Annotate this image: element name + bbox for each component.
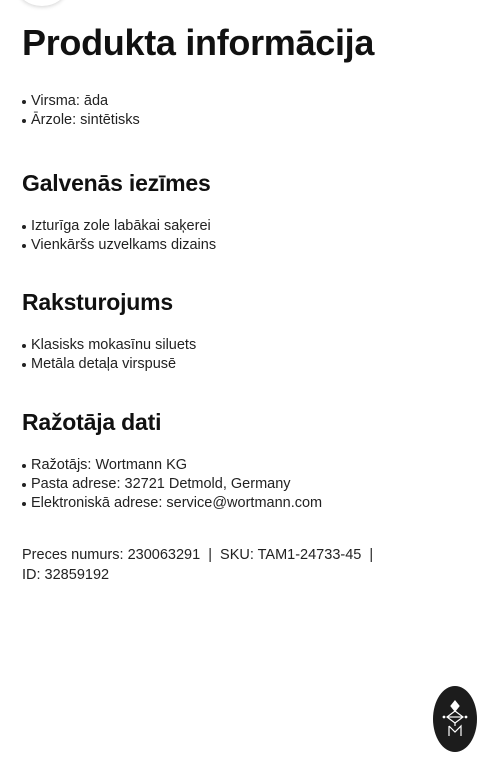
close-button[interactable]: [18, 0, 66, 6]
list-item: Ražotājs: Wortmann KG: [22, 456, 472, 475]
list-item: Virsma: āda: [22, 92, 472, 111]
product-details-list: [22, 92, 472, 130]
manufacturer-list: [22, 456, 472, 513]
brand-badge[interactable]: [433, 686, 477, 752]
features-section: [22, 289, 472, 374]
highlights-section: [22, 170, 472, 255]
identifiers-line: Preces numurs: 230063291 | SKU: TAM1-24733-45 |: [22, 547, 374, 563]
product-identifiers: [22, 545, 402, 585]
highlights-list: [22, 217, 472, 255]
list-item: Klasisks mokasīnu siluets: [22, 336, 472, 355]
list-item: Metāla detaļa virspusē: [22, 355, 472, 374]
list-item: Izturīga zole labākai saķerei: [22, 217, 472, 236]
manufacturer-section: [22, 409, 472, 513]
identifiers-line: ID: 32859192: [22, 567, 110, 583]
section-heading: Ražotāja dati: [22, 409, 162, 435]
product-details-section: [22, 92, 472, 130]
section-heading: Raksturojums: [22, 289, 173, 315]
list-item: Elektroniskā adrese: service@wortmann.com: [22, 494, 472, 513]
features-list: [22, 336, 472, 374]
page-title: Produkta informācija: [22, 22, 375, 63]
section-heading: Galvenās iezīmes: [22, 170, 211, 196]
list-item: Pasta adrese: 32721 Detmold, Germany: [22, 475, 472, 494]
list-item: Vienkāršs uzvelkams dizains: [22, 236, 472, 255]
list-item: Ārzole: sintētisks: [22, 111, 472, 130]
brand-logo-icon: [440, 695, 470, 743]
